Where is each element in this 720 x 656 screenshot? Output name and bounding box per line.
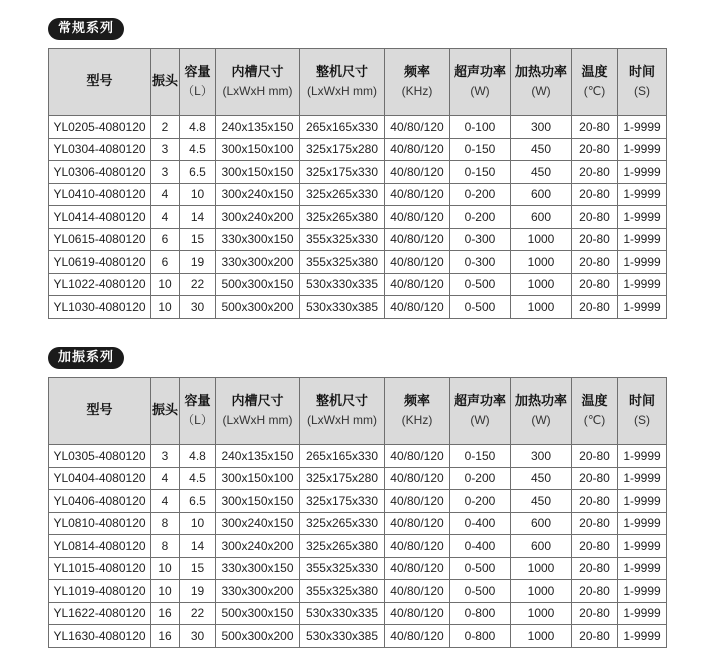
column-header-unit: (W): [531, 413, 551, 427]
table-cell: 1-9999: [618, 580, 667, 603]
table-cell: 22: [180, 273, 216, 296]
table-cell: 40/80/120: [385, 138, 450, 161]
table-cell: 0-200: [450, 206, 511, 229]
column-header-name: 容量: [184, 394, 211, 409]
table-cell: 1-9999: [618, 296, 667, 319]
table-cell: 40/80/120: [385, 161, 450, 184]
table-cell: 20-80: [572, 183, 618, 206]
column-header: [572, 49, 618, 116]
table-cell: 6.5: [180, 161, 216, 184]
table-cell: 20-80: [572, 251, 618, 274]
table-cell: 1-9999: [618, 512, 667, 535]
table-cell: 1-9999: [618, 467, 667, 490]
table-cell: 300x240x200: [216, 535, 300, 558]
table-cell: 265x165x330: [300, 116, 385, 139]
table-cell: 0-150: [450, 445, 511, 468]
table-cell: 330x300x150: [216, 228, 300, 251]
section-regular-series: [48, 18, 666, 314]
table-cell: 450: [511, 467, 572, 490]
table-cell: 325x175x280: [300, 467, 385, 490]
table-row: [49, 512, 667, 535]
table-row: [49, 161, 667, 184]
table-cell: YL0304-4080120: [49, 138, 151, 161]
column-header-name: 振头: [151, 403, 178, 418]
table-cell: 20-80: [572, 580, 618, 603]
table-cell: 4: [151, 467, 180, 490]
column-header: [216, 49, 300, 116]
table-row: [49, 580, 667, 603]
table-cell: 10: [151, 296, 180, 319]
table-cell: 10: [151, 273, 180, 296]
table-cell: 0-400: [450, 535, 511, 558]
table-cell: 40/80/120: [385, 490, 450, 513]
table-cell: 0-500: [450, 273, 511, 296]
table-cell: 1-9999: [618, 138, 667, 161]
table-cell: 20-80: [572, 161, 618, 184]
table-cell: 4.8: [180, 445, 216, 468]
table-cell: 3: [151, 138, 180, 161]
column-header-unit: (S): [634, 84, 650, 98]
column-header: [511, 378, 572, 445]
table-cell: 500x300x200: [216, 296, 300, 319]
column-header: [49, 378, 151, 445]
table-row: [49, 625, 667, 648]
table-cell: 1-9999: [618, 161, 667, 184]
table-cell: 0-800: [450, 602, 511, 625]
table-cell: 15: [180, 557, 216, 580]
table-cell: 40/80/120: [385, 445, 450, 468]
table-cell: YL0305-4080120: [49, 445, 151, 468]
table-cell: 0-800: [450, 625, 511, 648]
table-cell: 20-80: [572, 296, 618, 319]
table-cell: YL1019-4080120: [49, 580, 151, 603]
table-cell: 1000: [511, 273, 572, 296]
table-cell: 1-9999: [618, 273, 667, 296]
table-cell: 1-9999: [618, 183, 667, 206]
table-cell: YL0306-4080120: [49, 161, 151, 184]
table-cell: 22: [180, 602, 216, 625]
column-header: [385, 378, 450, 445]
table-cell: 40/80/120: [385, 557, 450, 580]
column-header: [300, 49, 385, 116]
table-cell: 1000: [511, 228, 572, 251]
table-cell: 40/80/120: [385, 251, 450, 274]
table-cell: 300x240x150: [216, 183, 300, 206]
table-row: [49, 273, 667, 296]
table-body: [49, 445, 667, 648]
column-header-name: 型号: [86, 403, 113, 418]
table-cell: 355x325x330: [300, 228, 385, 251]
column-header-unit: (W): [531, 84, 551, 98]
table-cell: 240x135x150: [216, 445, 300, 468]
table-cell: 40/80/120: [385, 116, 450, 139]
table-cell: 4.5: [180, 138, 216, 161]
section-title-badge: 常规系列: [48, 18, 124, 40]
column-header: [618, 49, 667, 116]
column-header-name: 加热功率: [514, 65, 567, 80]
table-cell: 20-80: [572, 116, 618, 139]
table-cell: 530x330x385: [300, 296, 385, 319]
column-header-name: 型号: [86, 74, 113, 89]
section-vibration-series: [48, 347, 666, 643]
table-row: [49, 602, 667, 625]
table-cell: 0-500: [450, 557, 511, 580]
table-cell: 20-80: [572, 557, 618, 580]
column-header: [180, 49, 216, 116]
table-cell: 3: [151, 445, 180, 468]
table-cell: 20-80: [572, 273, 618, 296]
table-cell: 20-80: [572, 138, 618, 161]
table-cell: 500x300x150: [216, 273, 300, 296]
table-cell: 265x165x330: [300, 445, 385, 468]
table-cell: 600: [511, 535, 572, 558]
column-header-unit: (LxWxH mm): [307, 84, 377, 98]
table-cell: 300x150x100: [216, 467, 300, 490]
table-cell: 6: [151, 251, 180, 274]
table-cell: 10: [180, 512, 216, 535]
table-cell: 40/80/120: [385, 206, 450, 229]
table-cell: 1000: [511, 580, 572, 603]
table-row: [49, 251, 667, 274]
table-cell: 355x325x380: [300, 580, 385, 603]
table-cell: 1-9999: [618, 602, 667, 625]
column-header: [572, 378, 618, 445]
table-cell: 0-400: [450, 512, 511, 535]
table-cell: 8: [151, 512, 180, 535]
table-cell: YL1630-4080120: [49, 625, 151, 648]
column-header-unit: （L）: [182, 84, 213, 98]
table-cell: 300x240x200: [216, 206, 300, 229]
column-header-name: 振头: [151, 74, 178, 89]
column-header: [511, 49, 572, 116]
table-cell: 20-80: [572, 445, 618, 468]
table-cell: 1000: [511, 625, 572, 648]
table-cell: 4: [151, 206, 180, 229]
table-cell: 600: [511, 512, 572, 535]
table-cell: 20-80: [572, 602, 618, 625]
table-cell: 40/80/120: [385, 580, 450, 603]
table-cell: 40/80/120: [385, 512, 450, 535]
table-cell: YL0414-4080120: [49, 206, 151, 229]
table-cell: 1-9999: [618, 535, 667, 558]
column-header: [450, 49, 511, 116]
table-cell: 4: [151, 183, 180, 206]
table-cell: 300x240x150: [216, 512, 300, 535]
table-cell: 330x300x200: [216, 251, 300, 274]
table-cell: YL0404-4080120: [49, 467, 151, 490]
table-cell: 6: [151, 228, 180, 251]
table-cell: 20-80: [572, 625, 618, 648]
table-cell: 16: [151, 625, 180, 648]
table-cell: 1000: [511, 251, 572, 274]
column-header: [618, 378, 667, 445]
column-header: [450, 378, 511, 445]
table-cell: 530x330x385: [300, 625, 385, 648]
table-cell: 8: [151, 535, 180, 558]
table-cell: 355x325x330: [300, 557, 385, 580]
table-cell: 14: [180, 535, 216, 558]
table-cell: 1000: [511, 296, 572, 319]
table-cell: 0-200: [450, 467, 511, 490]
table-cell: 20-80: [572, 490, 618, 513]
table-cell: 40/80/120: [385, 535, 450, 558]
table-cell: 1-9999: [618, 228, 667, 251]
table-cell: 325x265x330: [300, 512, 385, 535]
table-cell: 2: [151, 116, 180, 139]
table-cell: 325x175x330: [300, 161, 385, 184]
table-cell: 40/80/120: [385, 602, 450, 625]
table-body: [49, 116, 667, 319]
table-cell: 0-500: [450, 580, 511, 603]
table-row: [49, 138, 667, 161]
column-header-name: 超声功率: [453, 65, 506, 80]
table-cell: 4.5: [180, 467, 216, 490]
column-header-unit: (KHz): [401, 413, 433, 427]
column-header-unit: (S): [634, 413, 650, 427]
column-header: [151, 49, 180, 116]
column-header-unit: (LxWxH mm): [222, 84, 293, 98]
table-cell: 19: [180, 251, 216, 274]
table-header-row: [49, 49, 667, 116]
table-cell: 1000: [511, 602, 572, 625]
column-header-name: 加热功率: [514, 394, 567, 409]
table-cell: YL0810-4080120: [49, 512, 151, 535]
column-header: [49, 49, 151, 116]
table-row: [49, 116, 667, 139]
table-cell: 300x150x150: [216, 490, 300, 513]
table-cell: 10: [151, 557, 180, 580]
column-header-name: 容量: [184, 65, 211, 80]
table-cell: 330x300x150: [216, 557, 300, 580]
table-cell: 600: [511, 183, 572, 206]
column-header: [180, 378, 216, 445]
table-cell: 15: [180, 228, 216, 251]
table-cell: 4.8: [180, 116, 216, 139]
table-row: [49, 445, 667, 468]
column-header-unit: (℃): [583, 413, 606, 427]
table-cell: 450: [511, 161, 572, 184]
table-row: [49, 557, 667, 580]
table-cell: 1-9999: [618, 116, 667, 139]
table-cell: 3: [151, 161, 180, 184]
table-cell: 300x150x100: [216, 138, 300, 161]
table-cell: YL0410-4080120: [49, 183, 151, 206]
table-cell: 240x135x150: [216, 116, 300, 139]
table-row: [49, 206, 667, 229]
column-header-unit: (KHz): [401, 84, 433, 98]
table-cell: 20-80: [572, 535, 618, 558]
table-cell: YL0615-4080120: [49, 228, 151, 251]
table-row: [49, 535, 667, 558]
table-cell: 500x300x200: [216, 625, 300, 648]
table-cell: 355x325x380: [300, 251, 385, 274]
table-row: [49, 183, 667, 206]
table-cell: 40/80/120: [385, 467, 450, 490]
table-cell: YL1022-4080120: [49, 273, 151, 296]
table-cell: 300x150x150: [216, 161, 300, 184]
table-cell: 530x330x335: [300, 602, 385, 625]
column-header-name: 温度: [581, 65, 608, 80]
table-cell: 500x300x150: [216, 602, 300, 625]
table-cell: 40/80/120: [385, 625, 450, 648]
section-title-badge: 加振系列: [48, 347, 124, 369]
table-cell: 1000: [511, 557, 572, 580]
table-cell: 30: [180, 625, 216, 648]
table-cell: 0-300: [450, 228, 511, 251]
column-header-name: 内槽尺寸: [231, 394, 284, 409]
table-cell: YL0205-4080120: [49, 116, 151, 139]
column-header-name: 频率: [403, 394, 430, 409]
table-row: [49, 296, 667, 319]
column-header: [151, 378, 180, 445]
table-cell: 10: [180, 183, 216, 206]
table-cell: YL0814-4080120: [49, 535, 151, 558]
table-cell: 300: [511, 445, 572, 468]
table-cell: 300: [511, 116, 572, 139]
table-cell: 325x175x280: [300, 138, 385, 161]
table-cell: 6.5: [180, 490, 216, 513]
table-cell: YL1015-4080120: [49, 557, 151, 580]
table-cell: YL1030-4080120: [49, 296, 151, 319]
column-header: [216, 378, 300, 445]
table-cell: 1-9999: [618, 625, 667, 648]
column-header-name: 内槽尺寸: [231, 65, 284, 80]
column-header-name: 超声功率: [453, 394, 506, 409]
column-header-unit: (LxWxH mm): [307, 413, 377, 427]
column-header-name: 整机尺寸: [315, 394, 368, 409]
table-cell: 0-150: [450, 161, 511, 184]
column-header-name: 整机尺寸: [315, 65, 368, 80]
column-header-unit: (LxWxH mm): [222, 413, 293, 427]
column-header: [385, 49, 450, 116]
table-cell: 20-80: [572, 512, 618, 535]
table-cell: 10: [151, 580, 180, 603]
table-cell: 20-80: [572, 467, 618, 490]
spec-table: [48, 377, 667, 648]
table-row: [49, 228, 667, 251]
table-cell: 0-200: [450, 490, 511, 513]
column-header-name: 时间: [628, 394, 655, 409]
table-header-row: [49, 378, 667, 445]
table-cell: 20-80: [572, 228, 618, 251]
table-cell: 330x300x200: [216, 580, 300, 603]
table-cell: 0-200: [450, 183, 511, 206]
table-cell: 1-9999: [618, 490, 667, 513]
table-cell: YL0619-4080120: [49, 251, 151, 274]
table-cell: 40/80/120: [385, 183, 450, 206]
table-cell: 450: [511, 138, 572, 161]
table-cell: 0-300: [450, 251, 511, 274]
table-cell: 40/80/120: [385, 228, 450, 251]
table-cell: 325x265x330: [300, 183, 385, 206]
table-cell: 20-80: [572, 206, 618, 229]
column-header-name: 频率: [403, 65, 430, 80]
table-cell: 1-9999: [618, 445, 667, 468]
table-cell: 1-9999: [618, 557, 667, 580]
table-cell: 0-100: [450, 116, 511, 139]
table-cell: 40/80/120: [385, 273, 450, 296]
table-cell: 450: [511, 490, 572, 513]
table-cell: 0-500: [450, 296, 511, 319]
table-cell: 30: [180, 296, 216, 319]
table-row: [49, 467, 667, 490]
column-header-name: 温度: [581, 394, 608, 409]
table-cell: 0-150: [450, 138, 511, 161]
column-header-unit: (℃): [583, 84, 606, 98]
table-cell: 325x175x330: [300, 490, 385, 513]
table-cell: 16: [151, 602, 180, 625]
table-row: [49, 490, 667, 513]
table-cell: 1-9999: [618, 251, 667, 274]
table-cell: 1-9999: [618, 206, 667, 229]
table-cell: 4: [151, 490, 180, 513]
column-header-unit: (W): [470, 84, 490, 98]
column-header-name: 时间: [628, 65, 655, 80]
table-cell: 530x330x335: [300, 273, 385, 296]
table-cell: 325x265x380: [300, 206, 385, 229]
table-cell: 19: [180, 580, 216, 603]
table-cell: 325x265x380: [300, 535, 385, 558]
column-header-unit: （L）: [182, 413, 213, 427]
table-cell: 40/80/120: [385, 296, 450, 319]
column-header: [300, 378, 385, 445]
spec-table: [48, 48, 667, 319]
table-cell: 14: [180, 206, 216, 229]
table-cell: YL0406-4080120: [49, 490, 151, 513]
column-header-unit: (W): [470, 413, 490, 427]
table-cell: 600: [511, 206, 572, 229]
table-cell: YL1622-4080120: [49, 602, 151, 625]
